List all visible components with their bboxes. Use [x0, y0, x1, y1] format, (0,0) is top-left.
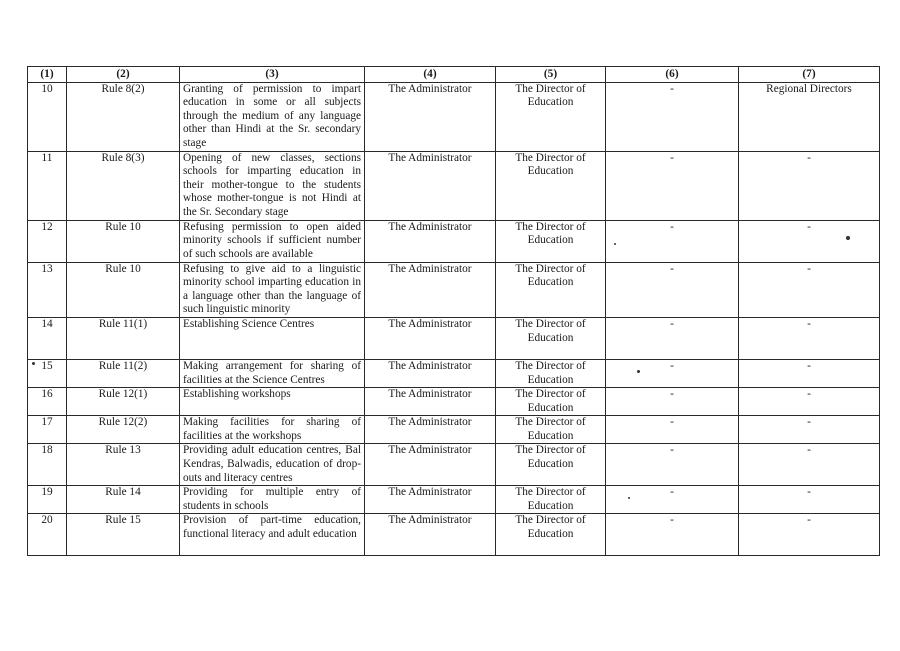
rule-reference: Rule 12(1): [67, 388, 180, 416]
table-row: [28, 416, 880, 444]
rule-reference: Rule 15: [67, 514, 180, 556]
column-7-value: Regional Directors: [739, 82, 880, 151]
matter-description: Refusing permission to open aided minority schools if sufficient number of such schools are available: [180, 220, 365, 262]
matter-description: Establishing workshops: [180, 388, 365, 416]
matter-description: Opening of new classes, sections schools for imparting education in their mother-tongue to the students whose mother-tongue is not Hindi at the Sr. Secondary stage: [180, 151, 365, 220]
column-7-value: -: [739, 262, 880, 317]
serial-number: 20: [28, 514, 67, 556]
table-row: [28, 151, 880, 220]
scan-speck: [637, 370, 640, 373]
authority: The Administrator: [365, 416, 496, 444]
table-row: [28, 220, 880, 262]
serial-number: 10: [28, 82, 67, 151]
matter-description: Granting of permission to impart education in some or all subjects through the medium of any language other than Hindi at the Sr. secondary stage: [180, 82, 365, 151]
header-col-4: (4): [365, 67, 496, 83]
header-col-5: (5): [496, 67, 606, 83]
serial-number: 11: [28, 151, 67, 220]
column-7-value: -: [739, 317, 880, 359]
column-7-value: -: [739, 444, 880, 486]
column-7-value: -: [739, 486, 880, 514]
authority: The Administrator: [365, 82, 496, 151]
scan-speck: [846, 236, 850, 240]
column-7-value: -: [739, 359, 880, 387]
delegated-authority: The Director of Education: [496, 317, 606, 359]
serial-number: 18: [28, 444, 67, 486]
matter-description: Making facilities for sharing of facilities at the workshops: [180, 416, 365, 444]
table-row: [28, 444, 880, 486]
delegated-authority: The Director of Education: [496, 359, 606, 387]
serial-number: 15: [28, 359, 67, 387]
delegated-authority: The Director of Education: [496, 82, 606, 151]
authority: The Administrator: [365, 262, 496, 317]
serial-number: 13: [28, 262, 67, 317]
delegation-table: [27, 66, 880, 556]
table-row: [28, 262, 880, 317]
column-6-value: -: [606, 317, 739, 359]
table-row: [28, 388, 880, 416]
header-col-1: (1): [28, 67, 67, 83]
rule-reference: Rule 11(2): [67, 359, 180, 387]
rule-reference: Rule 8(3): [67, 151, 180, 220]
column-7-value: -: [739, 388, 880, 416]
header-col-6: (6): [606, 67, 739, 83]
column-6-value: -: [606, 82, 739, 151]
column-6-value: -: [606, 444, 739, 486]
column-6-value: -: [606, 416, 739, 444]
matter-description: Making arrangement for sharing of facilities at the Science Centres: [180, 359, 365, 387]
column-6-value: -: [606, 151, 739, 220]
serial-number: 16: [28, 388, 67, 416]
header-col-3: (3): [180, 67, 365, 83]
matter-description: Establishing Science Centres: [180, 317, 365, 359]
delegated-authority: The Director of Education: [496, 262, 606, 317]
header-col-7: (7): [739, 67, 880, 83]
matter-description: Provision of part-time education, functional literacy and adult education: [180, 514, 365, 556]
authority: The Administrator: [365, 317, 496, 359]
table-row: [28, 514, 880, 556]
delegated-authority: The Director of Education: [496, 220, 606, 262]
delegated-authority: The Director of Education: [496, 486, 606, 514]
authority: The Administrator: [365, 514, 496, 556]
rule-reference: Rule 11(1): [67, 317, 180, 359]
document-sheet: [27, 66, 879, 556]
serial-number: 19: [28, 486, 67, 514]
table-row: [28, 82, 880, 151]
delegated-authority: The Director of Education: [496, 416, 606, 444]
rule-reference: Rule 12(2): [67, 416, 180, 444]
column-6-value: -: [606, 388, 739, 416]
rule-reference: Rule 10: [67, 220, 180, 262]
column-7-value: -: [739, 416, 880, 444]
delegated-authority: The Director of Education: [496, 514, 606, 556]
authority: The Administrator: [365, 388, 496, 416]
table-row: [28, 359, 880, 387]
header-col-2: (2): [67, 67, 180, 83]
rule-reference: Rule 10: [67, 262, 180, 317]
matter-description: Providing adult education centres, Bal Kendras, Balwadis, education of drop-outs and literacy centres: [180, 444, 365, 486]
authority: The Administrator: [365, 151, 496, 220]
authority: The Administrator: [365, 486, 496, 514]
authority: The Administrator: [365, 220, 496, 262]
table-row: [28, 486, 880, 514]
table-header-row: [28, 67, 880, 83]
delegated-authority: The Director of Education: [496, 151, 606, 220]
column-7-value: -: [739, 151, 880, 220]
matter-description: Providing for multiple entry of students in schools: [180, 486, 365, 514]
table-row: [28, 317, 880, 359]
serial-number: 12: [28, 220, 67, 262]
column-7-value: -: [739, 514, 880, 556]
rule-reference: Rule 8(2): [67, 82, 180, 151]
column-7-value: -: [739, 220, 880, 262]
rule-reference: Rule 13: [67, 444, 180, 486]
matter-description: Refusing to give aid to a linguistic minority school imparting education in a language other than the language of such linguistic minority: [180, 262, 365, 317]
delegated-authority: The Director of Education: [496, 444, 606, 486]
column-6-value: -: [606, 359, 739, 387]
authority: The Administrator: [365, 359, 496, 387]
serial-number: 17: [28, 416, 67, 444]
column-6-value: -: [606, 486, 739, 514]
column-6-value: -: [606, 262, 739, 317]
scan-speck: [628, 497, 630, 499]
rule-reference: Rule 14: [67, 486, 180, 514]
authority: The Administrator: [365, 444, 496, 486]
scan-speck: [32, 362, 35, 365]
column-6-value: -: [606, 514, 739, 556]
scan-speck: [614, 243, 616, 245]
serial-number: 14: [28, 317, 67, 359]
column-6-value: -: [606, 220, 739, 262]
delegated-authority: The Director of Education: [496, 388, 606, 416]
